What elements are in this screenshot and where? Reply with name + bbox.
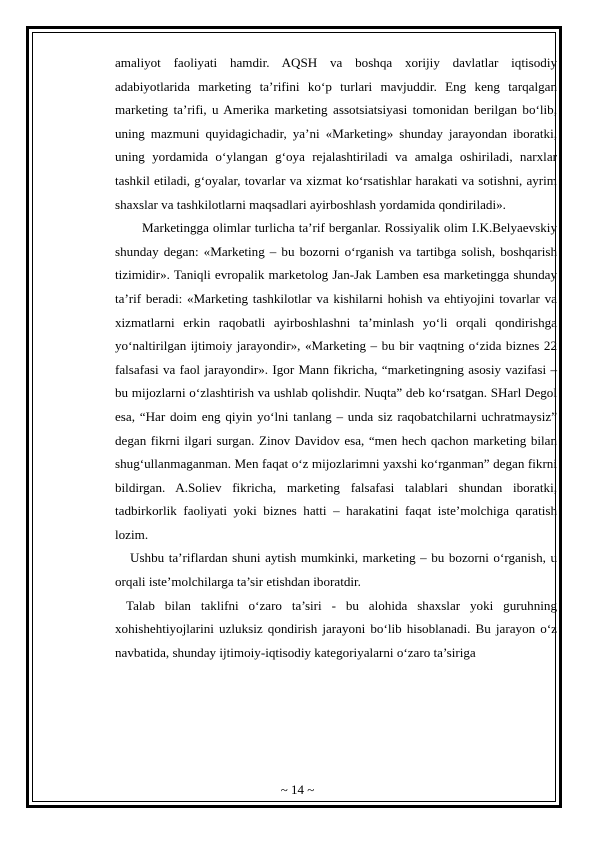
paragraph-2: Marketingga olimlar turlicha ta’rif berganlar. Rossiyalik olim I.K.Belyaevskiy shunday degan: «Marketing – bu bozorni o‘rganish va tartibga solish, boshqarish tizimidir». Taniqli evropalik marketolog Jan-Jak Lamben esa marketingga shunday ta’rif beradi: «Marketing tashkilotlar va kishilarni hohish va ehtiyojini tovarlar va xizmatlarni erkin raqobatli ayirboshlashni ta’minlash yo‘li orqali qondirishga yo‘naltirilgan ijtimoiy jarayondir», «Marketing – bu bir vaqtning o‘zida biznes 22 falsafasi va faol jarayondir». Igor Mann fikricha, “marketingning asosiy vazifasi – bu mijozlarni o‘zlashtirish va ushlab qolishdir. Nuqta” deb ko‘rsatgan. SHarl Degol esa, “Har doim eng qiyin yo‘lni tanlang – unda siz raqobatchilarni uchratmaysiz” degan fikrni ilgari surgan. Zinov Davidov esa, “men hech qachon marketing bilan shug‘ullanmaganman. Men faqat o‘z mijozlarimni yaxshi ko‘rganman” degan fikrni bildirgan. A.Soliev fikricha, marketing falsafasi talablari shundan iboratki, tadbirkorlik faoliyati yoki biznes hatti – harakatini faqat iste’molchiga qaratish lozim. [115,220,557,542]
paragraph-1: amaliyot faoliyati hamdir. AQSH va boshqa xorijiy davlatlar iqtisodiy adabiyotlarida marketing ta’rifini ko‘p turlari mavjuddir. Eng keng tarqalgan marketing ta’rifi, u Amerika marketing assotsiatsiyasi tomonidan berilgan bo‘lib, uning mazmuni quyidagichadir, ya’ni «Marketing» shunday jarayondan iboratki, uning yordamida o‘ylangan g‘oya rejalashtiriladi va amalga oshiriladi, narxlar tashkil etiladi, g‘oyalar, tovarlar va xizmat ko‘rsatishlar harakati va sotishni, ayrim shaxslar va tashkilotlarni maqsadlari ayirboshlash yordamida qondiriladi». [115,55,557,212]
document-body [115,51,557,664]
paragraph-3: Ushbu ta’riflardan shuni aytish mumkinki, marketing – bu bozorni o‘rganish, u orqali iste’molchilarga ta’sir etishdan iboratdir. [115,550,557,590]
page-number: ~ 14 ~ [280,782,315,797]
paragraph-4: Talab bilan taklifni o‘zaro ta’siri - bu alohida shaxslar yoki guruhning xohishehtiyojlarini uzluksiz qondirish jarayoni bo‘lib hisoblanadi. Bu jarayon o‘z navbatida, shunday ijtimoiy-iqtisodiy kategoriyalarni o‘zaro ta’siriga [115,597,557,660]
